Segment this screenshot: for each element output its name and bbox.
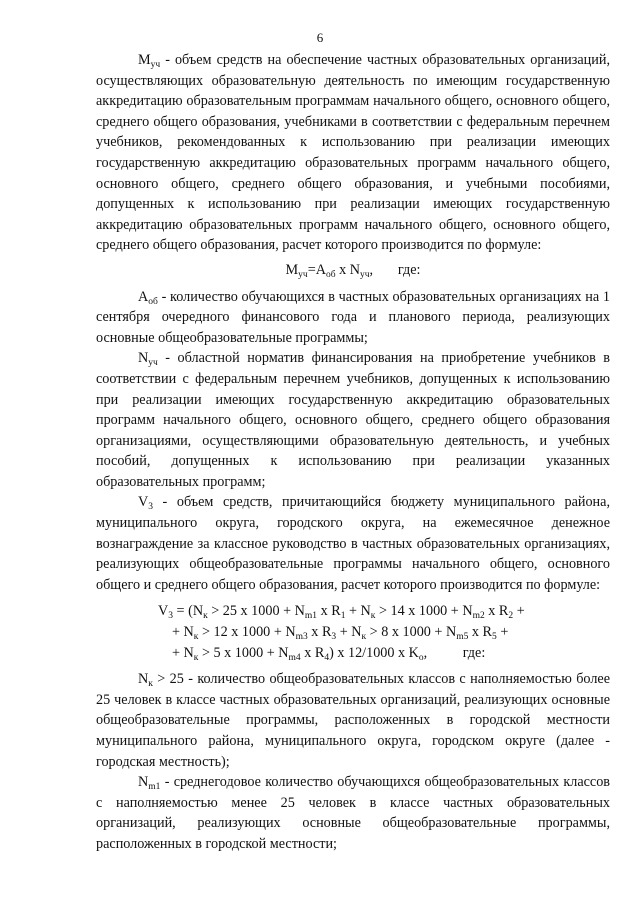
formula-part: + N <box>172 644 194 661</box>
formula-part: > 5 x 1000 + N <box>198 644 289 661</box>
subscript: о <box>418 652 424 663</box>
subscript: m1 <box>304 611 318 622</box>
paragraph-nk-25 <box>96 669 610 772</box>
subscript: об <box>148 296 158 307</box>
paragraph-text: - объем средств на обеспечение частных образовательных организаций, осуществляющих образовательную деятельность по имеющим государственную аккредитацию образовательным программам начального общего, основного общего, среднего общего образования, учебниками в соответствии с федеральным перечнем учебников, рекомендованных к использованию при реализации имеющих государственную аккредитацию образовательных программ начального общего, основного общего, среднего общего образования, и учебными пособиями, допущенных к использованию при реализации имеющих государственную аккредитацию образовательных программ начального общего, основного общего, среднего общего образования, расчет которого производится по формуле: <box>96 52 610 254</box>
subscript: к <box>193 632 199 643</box>
symbol: N <box>138 774 149 791</box>
subscript: m1 <box>148 782 161 793</box>
subscript: об <box>325 269 336 280</box>
subscript: m5 <box>456 632 469 643</box>
formula-line-1 <box>158 601 610 622</box>
document-body <box>96 50 610 855</box>
formula-part: x N <box>335 261 360 278</box>
formula-part: , где: <box>369 261 421 278</box>
symbol: A <box>138 288 149 305</box>
subscript: 3 <box>168 611 173 622</box>
formula-part: , где: <box>423 644 486 661</box>
formula-part: + <box>513 603 525 620</box>
symbol: N <box>138 350 149 367</box>
formula-part: x R <box>317 603 341 620</box>
formula-part: > 8 x 1000 + N <box>366 624 457 641</box>
subscript: уч <box>298 269 308 280</box>
subscript: к <box>203 611 208 622</box>
subscript: уч <box>359 269 370 280</box>
paragraph-n-uch <box>96 348 610 492</box>
formula-part: x R <box>484 603 509 620</box>
subscript: m3 <box>295 632 308 643</box>
subscript: 1 <box>340 611 346 622</box>
symbol: M <box>138 52 151 68</box>
formula-part: M <box>285 261 299 278</box>
subscript: уч <box>150 60 161 70</box>
paragraph-text: - среднегодовое количество обучающихся общеобразовательных классов с наполняемостью менее 25 человек в классе частных образовательных организаций, реализующих основные общеобразовательные программы, расположенных в городской местности; <box>96 774 610 852</box>
formula-v3 <box>158 601 610 663</box>
formula-part: x R <box>307 624 332 641</box>
page-number: 6 <box>316 30 324 45</box>
formula-line-3 <box>158 643 610 664</box>
formula-part: x R <box>300 644 325 661</box>
subscript: m2 <box>472 611 485 622</box>
subscript: 2 <box>508 611 514 622</box>
subscript: 3 <box>331 632 337 643</box>
formula-part: + N <box>345 603 371 620</box>
paragraph-m-uch <box>96 50 610 256</box>
subscript: m4 <box>288 652 301 663</box>
formula-part: + <box>496 624 509 641</box>
paragraph-v3 <box>96 492 610 595</box>
formula-part: V <box>158 603 169 620</box>
subscript: 3 <box>148 502 153 513</box>
formula-line-2 <box>158 622 610 643</box>
subscript: к <box>148 679 153 690</box>
subscript: 5 <box>492 632 497 643</box>
paragraph-text: > 25 - количество общеобразовательных классов с наполняемостью более 25 человек в классе частных образовательных организаций, реализующих основные общеобразовательные программы, расположенных в городской местности муниципального района, муниципального округа, городском округе (далее - городская местность); <box>96 671 610 770</box>
formula-part: + N <box>336 624 362 641</box>
formula-part: + N <box>172 624 194 641</box>
formula-part: > 25 x 1000 + N <box>207 603 305 620</box>
formula-part: =A <box>307 261 326 278</box>
subscript: к <box>361 632 367 643</box>
symbol: N <box>138 671 149 688</box>
subscript: к <box>193 652 199 663</box>
paragraph-text: - областной норматив финансирования на приобретение учебников в соответствии с федеральным перечнем учебников, допущенных к использованию при реализации имеющих государственную аккредитацию образовательных программ начального общего, основного общего, среднего общего образования организациями, осуществляющими образовательную деятельность, и учебных пособий, допущенных к использованию при реализации указанных образовательных программ; <box>96 350 610 490</box>
formula-part: > 12 x 1000 + N <box>198 624 296 641</box>
formula-m-uch <box>96 260 610 281</box>
formula-part: ) x 12/1000 x K <box>329 644 419 661</box>
paragraph-text: - количество обучающихся в частных образовательных организациях на 1 сентября очередного финансового года и планового периода, реализующих основные общеобразовательные программы; <box>96 288 610 346</box>
symbol: V <box>138 494 149 511</box>
formula-part: x R <box>468 624 493 641</box>
paragraph-nm1 <box>96 772 610 854</box>
subscript: уч <box>148 358 158 369</box>
formula-part: > 14 x 1000 + N <box>375 603 473 620</box>
subscript: 4 <box>324 652 330 663</box>
paragraph-text: - объем средств, причитающийся бюджету муниципального района, муниципального округа, городского округа, на ежемесячное денежное вознаграждение за классное руководство в частных образовательных организациях, реализующих общеобразовательные программы начального общего, основного общего и среднего общего образования, расчет которого производится по формуле: <box>96 494 610 593</box>
paragraph-a-ob <box>96 287 610 349</box>
formula-part: = (N <box>173 603 204 620</box>
subscript: к <box>370 611 376 622</box>
